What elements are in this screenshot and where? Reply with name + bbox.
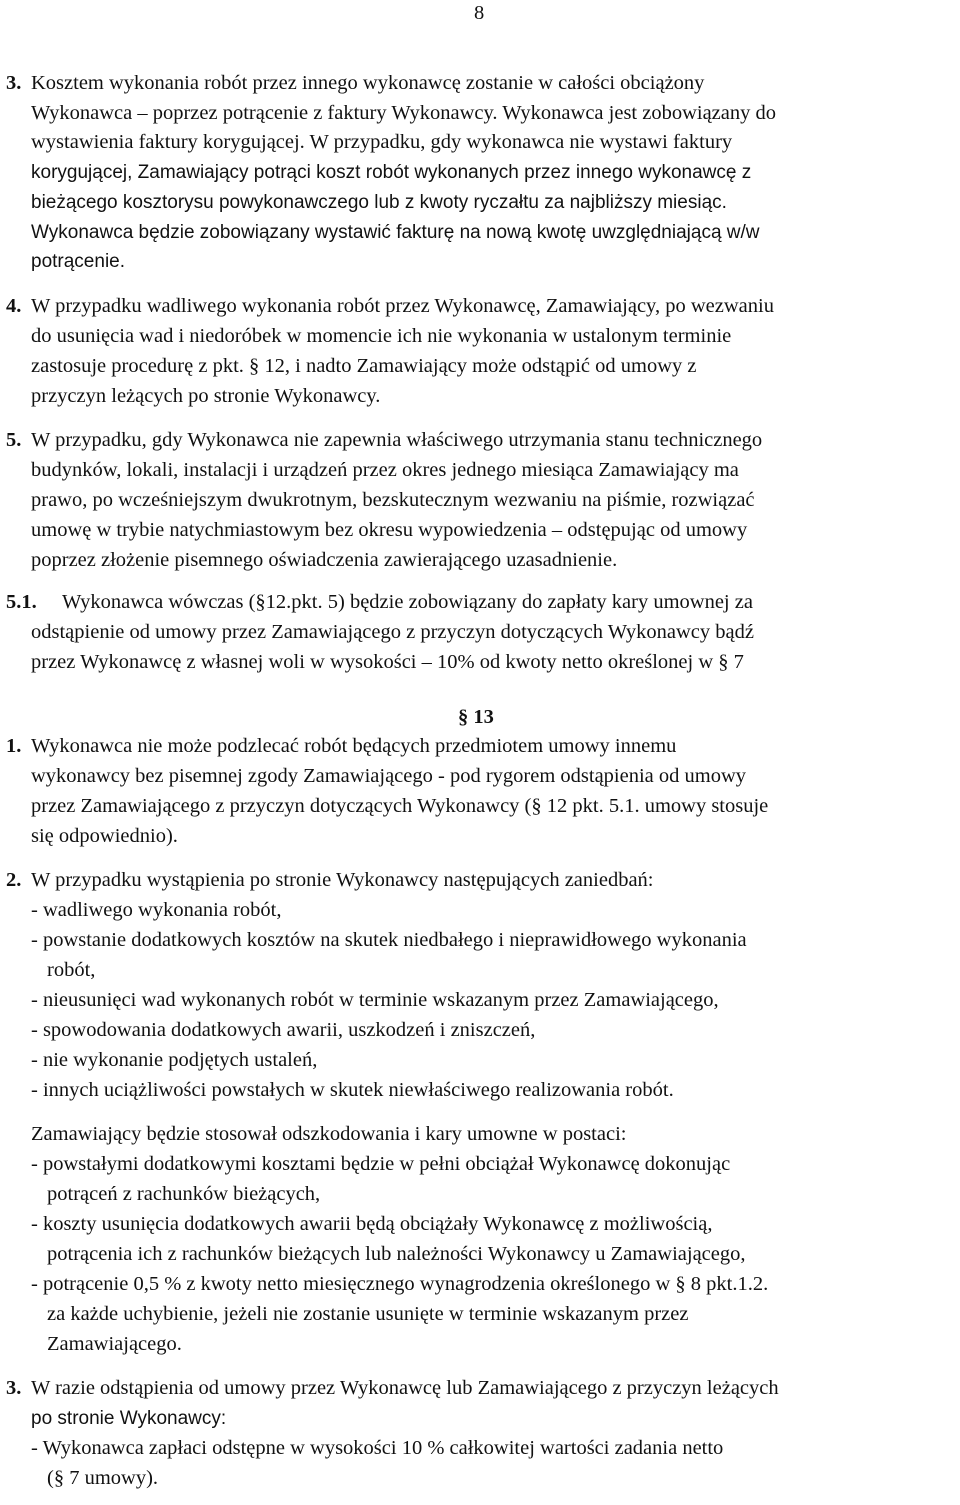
text-line: Wykonawca – poprzez potrącenie z faktury Wykonawcy. Wykonawca jest zobowiązany do	[31, 102, 777, 124]
text-line: potrąceń z rachunków bieżących,	[47, 1183, 321, 1205]
text-line: potrącenia ich z rachunków bieżących lub należności Wykonawcy u Zamawiającego,	[47, 1243, 746, 1265]
text-line: W przypadku, gdy Wykonawca nie zapewnia właściwego utrzymania stanu technicznego	[31, 429, 763, 451]
text-line: umowę w trybie natychmiastowym bez okresu wypowiedzenia – odstępując od umowy	[31, 519, 748, 541]
text-line: Zamawiającego.	[47, 1333, 182, 1355]
text-line: - spowodowania dodatkowych awarii, uszkodzeń i zniszczeń,	[31, 1019, 536, 1041]
text-line: się odpowiednio).	[31, 825, 178, 847]
text-line: Zamawiający będzie stosował odszkodowania i kary umowne w postaci:	[31, 1123, 627, 1145]
text-line: budynków, lokali, instalacji i urządzeń przez okres jednego miesiąca Zamawiający ma	[31, 459, 739, 481]
list-number: 3.	[6, 1377, 22, 1399]
text-line: (§ 7 umowy).	[47, 1467, 159, 1489]
text-line: Kosztem wykonania robót przez innego wykonawcę zostanie w całości obciążony	[31, 72, 705, 94]
text-line: odstąpienie od umowy przez Zamawiającego z przyczyn dotyczących Wykonawcy bądź	[31, 621, 754, 643]
text-line: - koszty usunięcia dodatkowych awarii będą obciążały Wykonawcę z możliwością,	[31, 1213, 713, 1235]
text-line: poprzez złożenie pisemnego oświadczenia zawierającego uzasadnienie.	[31, 549, 618, 571]
text-line: - nie wykonanie podjętych ustaleń,	[31, 1049, 318, 1071]
text-line: - powstałymi dodatkowymi kosztami będzie w pełni obciążał Wykonawcę dokonując	[31, 1153, 731, 1175]
text-line: W przypadku wystąpienia po stronie Wykonawcy następujących zaniedbań:	[31, 869, 654, 891]
text-line: - potrącenie 0,5 % z kwoty netto miesięcznego wynagrodzenia określonego w § 8 pkt.1.2.	[31, 1273, 769, 1295]
text-line: za każde uchybienie, jeżeli nie zostanie usunięte w terminie wskazanym przez	[47, 1303, 689, 1325]
list-number: 3.	[6, 72, 22, 94]
text-line: prawo, po wcześniejszym dwukrotnym, bezskutecznym wezwaniu na piśmie, rozwiązać	[31, 489, 755, 511]
text-line: Wykonawca nie może podzlecać robót będących przedmiotem umowy innemu	[31, 735, 677, 757]
text-line: Wykonawca wówczas (§12.pkt. 5) będzie zobowiązany do zapłaty kary umownej za	[62, 591, 753, 613]
text-line: - nieusunięci wad wykonanych robót w terminie wskazanym przez Zamawiającego,	[31, 989, 719, 1011]
list-number: 4.	[6, 295, 22, 317]
text-line: przyczyn leżących po stronie Wykonawcy.	[31, 385, 381, 407]
text-line: przez Wykonawcę z własnej woli w wysokości – 10% od kwoty netto określonej w § 7	[31, 651, 744, 673]
text-line: wystawienia faktury korygującej. W przypadku, gdy wykonawca nie wystawi faktury	[31, 131, 733, 153]
list-number: 2.	[6, 869, 22, 891]
text-line: potrącenie.	[31, 251, 126, 272]
text-line: robót,	[47, 959, 96, 981]
text-line: - innych uciążliwości powstałych w skutek niewłaściwego realizowania robót.	[31, 1079, 674, 1101]
list-number: 1.	[6, 735, 22, 757]
text-line: W przypadku wadliwego wykonania robót przez Wykonawcę, Zamawiający, po wezwaniu	[31, 295, 774, 317]
text-line: - wadliwego wykonania robót,	[31, 899, 282, 921]
list-number: 5.1.	[6, 591, 37, 613]
list-number: 5.	[6, 429, 22, 451]
page-number: 8	[474, 2, 485, 24]
text-line: do usunięcia wad i niedoróbek w momencie ich nie wykonania w ustalonym terminie	[31, 325, 732, 347]
text-line: bieżącego kosztorysu powykonawczego lub z kwoty ryczałtu za najbliższy miesiąc.	[31, 192, 727, 213]
text-line: - Wykonawca zapłaci odstępne w wysokości 10 % całkowitej wartości zadania netto	[31, 1437, 724, 1459]
text-line: korygującej, Zamawiający potrąci koszt robót wykonanych przez innego wykonawcę z	[31, 162, 752, 183]
text-line: zastosuje procedurę z pkt. § 12, i nadto Zamawiający może odstąpić od umowy z	[31, 355, 697, 377]
text-line: przez Zamawiającego z przyczyn dotyczących Wykonawcy (§ 12 pkt. 5.1. umowy stosuje	[31, 795, 769, 817]
text-line: W razie odstąpienia od umowy przez Wykonawcę lub Zamawiającego z przyczyn leżących	[31, 1377, 779, 1399]
text-line: po stronie Wykonawcy:	[31, 1408, 227, 1429]
section-13-heading: § 13	[458, 706, 494, 728]
text-line: Wykonawca będzie zobowiązany wystawić fakturę na nową kwotę uwzględniającą w/w	[31, 222, 760, 243]
text-line: wykonawcy bez pisemnej zgody Zamawiającego - pod rygorem odstąpienia od umowy	[31, 765, 747, 787]
text-line: - powstanie dodatkowych kosztów na skutek niedbałego i nieprawidłowego wykonania	[31, 929, 747, 951]
